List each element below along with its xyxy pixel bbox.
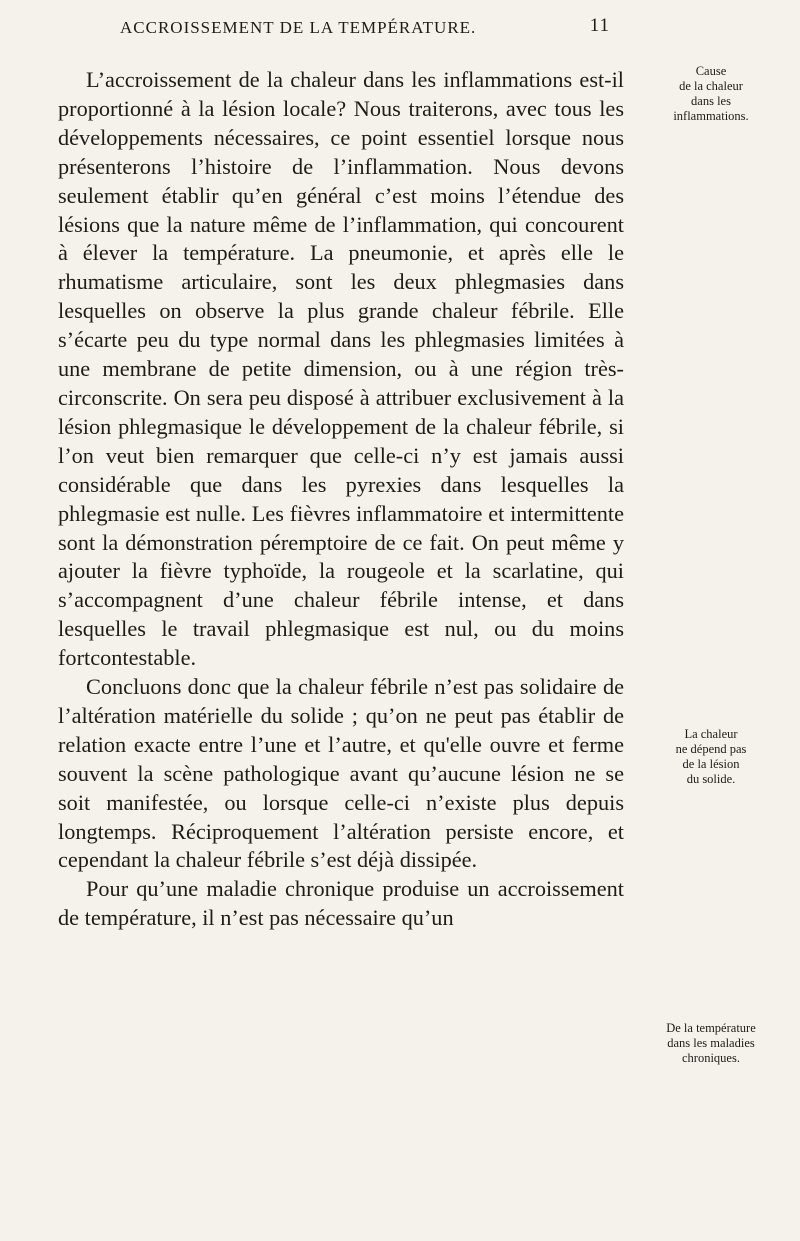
- margin-note-line: dans les: [691, 94, 731, 108]
- margin-note-line: chroniques.: [682, 1051, 740, 1065]
- paragraph-inflammations: L’accroissement de la chaleur dans les inflammations est-il proportionné à la lésion locale? Nous traiterons, avec tous les développements nécessaires, ce point essentiel lorsque nous présenterons l’histoire de l’inflammation. Nous devons seulement établir qu’en général c’est moins l’étendue des lésions que la nature même de l’inflammation, qui concourent à élever la température. La pneumonie, et après elle le rhumatisme articulaire, sont les deux phlegmasies dans lesquelles on observe la plus grande chaleur fébrile. Elle s’écarte peu du type normal dans les phlegmasies limitées à une membrane de petite dimension, ou à une région très-circonscrite. On sera peu disposé à attribuer exclusivement à la lésion phlegmasique le développement de la chaleur fébrile, si l’on veut bien remarquer que celle-ci n’y est jamais aussi considérable que dans les pyrexies dans lesquelles la phlegmasie est nulle. Les fièvres inflammatoire et intermittente sont la démonstration péremptoire de ce fait. On peut même y ajouter la fièvre typhoïde, la rougeole et la scarlatine, qui s’accompagnent d’une chaleur fébrile intense, et dans lesquelles le travail phlegmasique est nul, ou du moins fortcontestable.: [58, 67, 624, 671]
- margin-note-line: inflammations.: [673, 109, 749, 123]
- paragraph-maladies-chroniques: Pour qu’une maladie chronique produise un accroissement de température, il n’est pas nécessaire qu’un: [58, 876, 624, 931]
- margin-note-chaleur: [636, 727, 786, 787]
- margin-note-line: du solide.: [686, 772, 736, 786]
- body-text: [58, 66, 624, 933]
- page-number: 11: [589, 15, 610, 36]
- margin-note-line: de la lésion: [682, 757, 740, 771]
- margin-note-line: Cause: [695, 64, 727, 78]
- margin-note-line: De la température: [666, 1021, 756, 1035]
- paragraph-chaleur-lesion: Concluons donc que la chaleur fébrile n’est pas solidaire de l’altération matérielle du solide ; qu’on ne peut pas établir de relation exacte entre l’une et l’autre, et qu'elle ouvre et ferme souvent la scène pathologique avant qu’aucune lésion ne se soit manifestée, ou lorsque celle-ci n’existe plus depuis longtemps. Réciproquement l’altération persiste encore, et cependant la chaleur fébrile s’est déjà dissipée.: [58, 674, 624, 873]
- margin-note-line: ne dépend pas: [675, 742, 747, 756]
- margin-note-cause: [636, 64, 786, 124]
- running-head: [90, 14, 610, 40]
- running-title: ACCROISSEMENT DE LA TEMPÉRATURE.: [120, 18, 477, 37]
- margin-note-line: La chaleur: [684, 727, 738, 741]
- margin-note-temperature: [636, 1021, 786, 1066]
- margin-note-line: de la chaleur: [679, 79, 743, 93]
- margin-note-line: dans les maladies: [667, 1036, 755, 1050]
